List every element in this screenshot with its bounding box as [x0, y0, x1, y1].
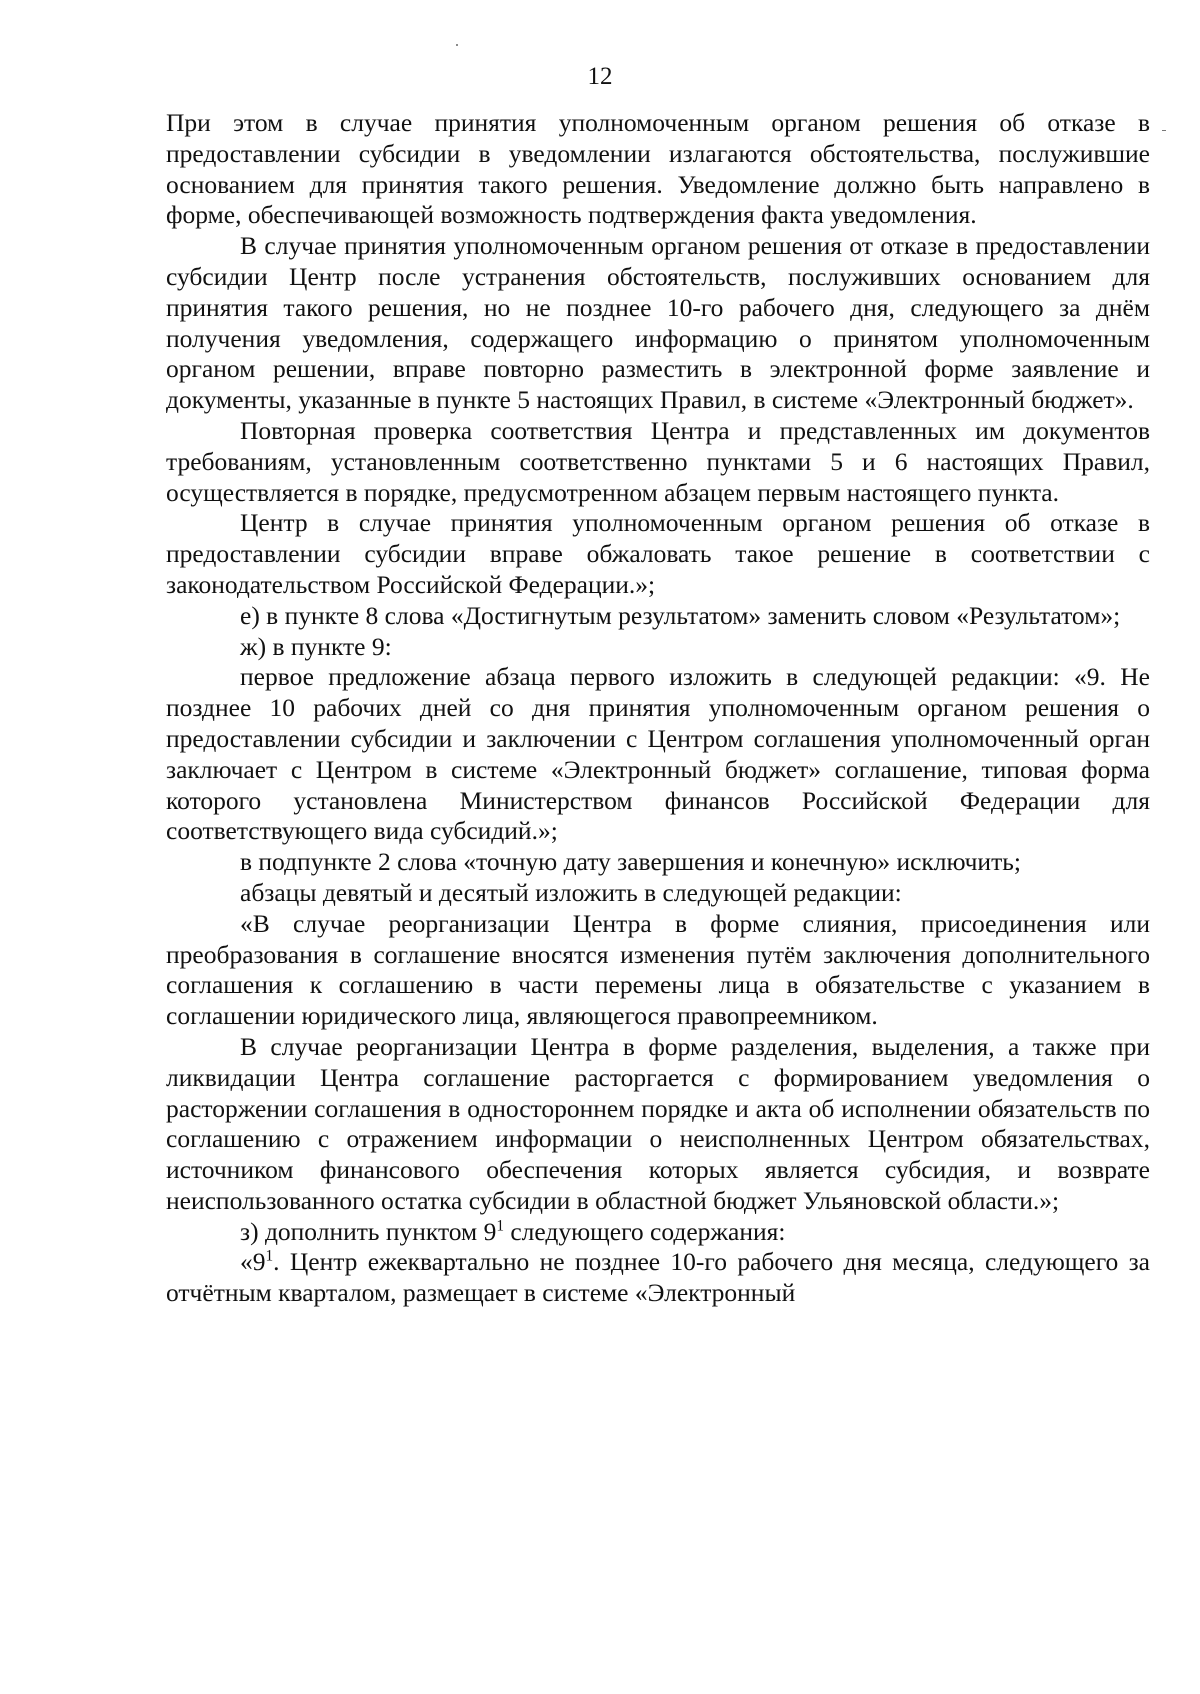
- paragraph-9: абзацы девятый и десятый изложить в следующей редакции:: [240, 877, 902, 907]
- paragraph-13-after: . Центр ежеквартально не позднее 10-го рабочего дня месяца, следующего за отчётным кварталом, размещает в системе «Электронный: [166, 1247, 1150, 1308]
- paragraph-6: ж) в пункте 9:: [240, 631, 392, 661]
- scan-dot: [456, 44, 458, 46]
- document-body: [166, 108, 1150, 1309]
- page-number: 12: [587, 63, 613, 90]
- paragraph-1: При этом в случае принятия уполномоченным органом решения об отказе в предоставлении субсидии в уведомлении излагаются обстоятельства, послужившие основанием для принятия такого решения. Уведомление должно быть направлено в форме, обеспечивающей возможность подтверждения факта уведомления.: [166, 108, 1150, 230]
- paragraph-12-superscript: 1: [496, 1217, 504, 1235]
- paragraph-13: [166, 1247, 1150, 1309]
- paragraph-12-before: з) дополнить пунктом 9: [240, 1216, 497, 1246]
- paragraph-12: [166, 1217, 1150, 1248]
- paragraph-8: в подпункте 2 слова «точную дату завершения и конечную» исключить;: [240, 847, 1021, 877]
- paragraph-11: В случае реорганизации Центра в форме разделения, выделения, а также при ликвидации Центра соглашение расторгается с формированием уведомления о расторжении соглашения в одностороннем порядке и акта об исполнении обязательств по соглашению с отражением информации о неисполненных Центром обязательствах, источником финансового обеспечения которых является субсидия, и возврате неиспользованного остатка субсидии в областной бюджет Ульяновской области.»;: [166, 1031, 1150, 1215]
- paragraph-4: Центр в случае принятия уполномоченным органом решения об отказе в предоставлении субсидии вправе обжаловать такое решение в соответствии с законодательством Российской Федерации.»;: [166, 508, 1150, 599]
- paragraph-3: Повторная проверка соответствия Центра и представленных им документов требованиям, установленным соответственно пунктами 5 и 6 настоящих Правил, осуществляется в порядке, предусмотренном абзацем первым настоящего пункта.: [166, 415, 1150, 507]
- paragraph-7: первое предложение абзаца первого изложить в следующей редакции: «9. Не позднее 10 рабочих дней со дня принятия уполномоченным органом решения о предоставлении субсидии и заключении с Центром соглашения уполномоченный орган заключает с Центром в системе «Электронный бюджет» соглашение, типовая форма которого установлена Министерством финансов Российской Федерации для соответствующего вида субсидий.»;: [166, 662, 1150, 846]
- paragraph-5: е) в пункте 8 слова «Достигнутым результатом» заменить словом «Результатом»;: [240, 600, 1121, 630]
- paragraph-13-superscript: 1: [265, 1247, 274, 1265]
- paragraph-13-before: «9: [240, 1247, 266, 1277]
- scan-mark: [1162, 130, 1166, 131]
- paragraph-2: В случае принятия уполномоченным органом решения от отказе в предоставлении субсидии Центр после устранения обстоятельств, послуживших основанием для принятия такого решения, но не позднее 10-го рабочего дня, следующего за днём получения уведомления, содержащего информацию о принятом уполномоченным органом решении, вправе повторно разместить в электронной форме заявление и документы, указанные в пункте 5 настоящих Правил, в системе «Электронный бюджет».: [166, 231, 1150, 415]
- paragraph-10: «В случае реорганизации Центра в форме слияния, присоединения или преобразования в соглашение вносятся изменения путём заключения дополнительного соглашения к соглашению в части перемены лица в обязательстве с указанием в соглашении юридического лица, являющегося правопреемником.: [166, 908, 1150, 1031]
- paragraph-12-after: следующего содержания:: [503, 1216, 786, 1246]
